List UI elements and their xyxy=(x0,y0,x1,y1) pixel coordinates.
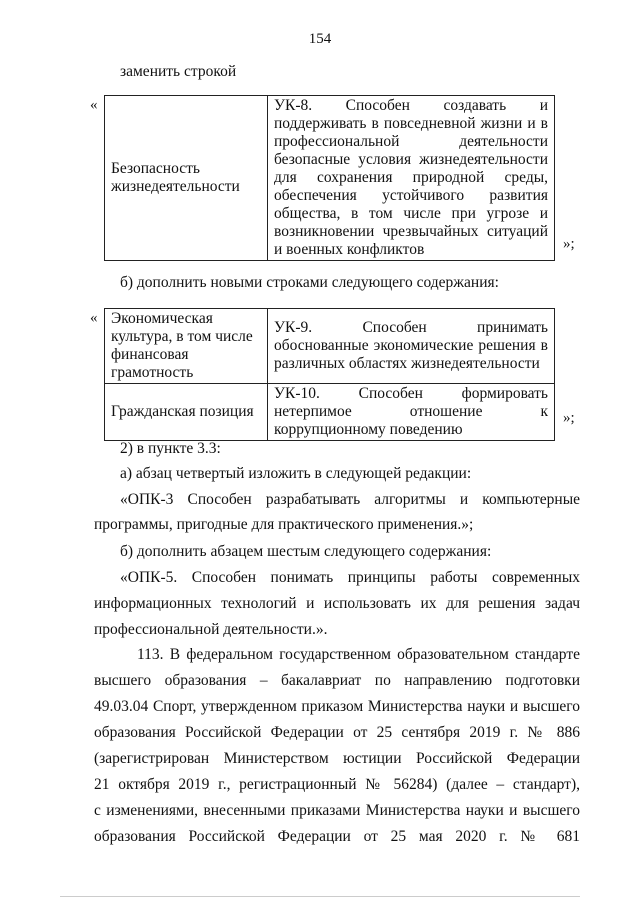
para-113-line-2: высшего образования – бакалавриат по направлению подготовки xyxy=(94,672,580,689)
table-additions xyxy=(104,308,555,441)
close-quote-1: »; xyxy=(563,236,575,252)
para-113-line-7: с изменениями, внесенными приказами Министерства науки и высшего xyxy=(94,802,580,819)
close-quote-2: »; xyxy=(563,410,575,426)
item-2-text: 2) в пункте 3.3: xyxy=(120,440,221,457)
table-cell-competence: Безопасность жизнедеятельности xyxy=(105,96,268,261)
table-cell-description: УК-8. Способен создавать и поддерживать в повседневной жизни и в профессиональной деятельности безопасные условия жизнедеятельности для сохранения природной среды, обеспечения устойчивого развития общества, в том числе при угрозе и возникновении чрезвычайных ситуаций и военных конфликтов xyxy=(268,96,555,261)
open-quote-2: « xyxy=(90,310,98,326)
para-113-line-8: образования Российской Федерации от 25 мая 2020 г. № 681 xyxy=(94,828,580,845)
opk5-line-2: информационных технологий и использовать их для решения задач xyxy=(94,595,580,612)
intro-text: заменить строкой xyxy=(120,63,237,80)
opk3-line-1: «ОПК-3 Способен разрабатывать алгоритмы и компьютерные xyxy=(120,491,580,508)
table-row xyxy=(105,96,555,261)
scan-edge-line xyxy=(60,896,580,897)
table-cell-competence: Экономическая культура, в том числе финансовая грамотность xyxy=(105,309,268,384)
item-b-text: б) дополнить новыми строками следующего содержания: xyxy=(120,274,499,291)
opk5-line-1: «ОПК-5. Способен понимать принципы работы современных xyxy=(120,569,580,586)
page-number: 154 xyxy=(308,31,332,47)
open-quote-1: « xyxy=(90,97,98,113)
table-row xyxy=(105,309,555,384)
table-cell-competence: Гражданская позиция xyxy=(105,384,268,441)
para-113-line-4: образования Российской Федерации от 25 сентября 2019 г. № 886 xyxy=(94,724,580,741)
opk5-line-3: профессиональной деятельности.». xyxy=(94,621,328,638)
para-113-line-5: (зарегистрирован Министерством юстиции Российской Федерации xyxy=(94,750,580,767)
opk3-line-2: программы, пригодные для практического применения.»; xyxy=(94,516,474,533)
para-113-line-1: 113. В федеральном государственном образовательном стандарте xyxy=(137,646,580,663)
item-a-text: а) абзац четвертый изложить в следующей редакции: xyxy=(120,465,472,482)
table-cell-description: УК-9. Способен принимать обоснованные экономические решения в различных областях жизнедеятельности xyxy=(268,309,555,384)
para-113-line-3: 49.03.04 Спорт, утвержденном приказом Министерства науки и высшего xyxy=(94,698,580,715)
table-cell-description: УК-10. Способен формировать нетерпимое отношение к коррупционному поведению xyxy=(268,384,555,441)
para-113-line-6: 21 октября 2019 г., регистрационный № 56284) (далее – стандарт), xyxy=(94,776,580,793)
table-row xyxy=(105,384,555,441)
table-replacement xyxy=(104,95,555,261)
item-b2-text: б) дополнить абзацем шестым следующего содержания: xyxy=(120,543,492,560)
